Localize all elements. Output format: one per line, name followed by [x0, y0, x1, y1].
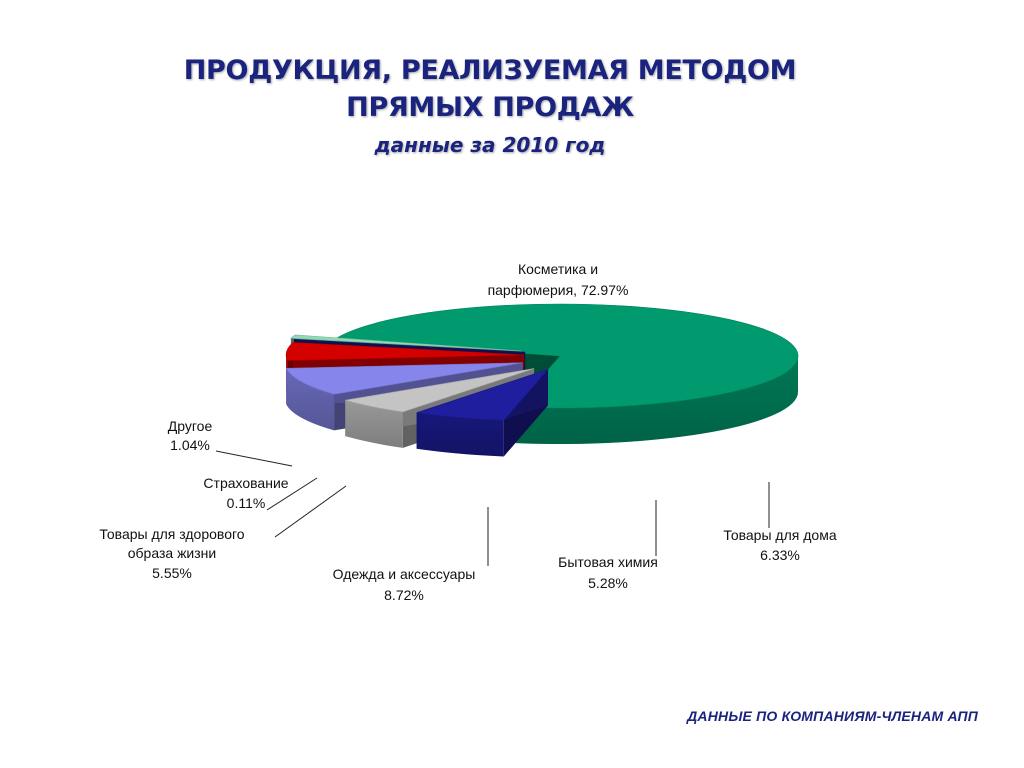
slice-label-6-line-2: 0.11% — [226, 495, 266, 511]
slice-label-7-line-1: Другое — [167, 418, 213, 434]
slice-label-5-line-1: Товары для здорового — [99, 526, 245, 542]
slice-label-1-line-1: Косметика и — [517, 261, 599, 277]
source-footer: ДАННЫЕ ПО КОМПАНИЯМ-ЧЛЕНАМ АПП — [687, 708, 978, 724]
page-title-line-1: ПРОДУКЦИЯ, РЕАЛИЗУЕМАЯ МЕТОДОМ — [183, 55, 797, 86]
leader-line-5 — [275, 486, 346, 537]
slice-label-5-line-3: 5.55% — [152, 565, 192, 581]
slice-label-4-line-1: Одежда и аксессуары — [332, 566, 476, 582]
slice-label-4-line-2: 8.72% — [384, 587, 424, 603]
slice-label-3-line-2: 5.28% — [588, 575, 628, 591]
slice-label-3-line-1: Бытовая химия — [558, 554, 658, 570]
slice-label-7-line-2: 1.04% — [170, 437, 210, 453]
slice-label-1-line-2: парфюмерия, 72.97% — [487, 282, 629, 298]
slice-label-5-line-2: образа жизни — [127, 545, 217, 561]
slice-label-6-line-1: Страхование — [203, 475, 289, 491]
slice-label-2-line-2: 6.33% — [760, 547, 800, 563]
leader-line-7 — [216, 451, 292, 466]
slice-label-2-line-1: Товары для дома — [723, 527, 837, 543]
page-title-line-2: ПРЯМЫХ ПРОДАЖ — [346, 92, 634, 123]
page-subtitle: данные за 2010 год — [374, 133, 606, 157]
